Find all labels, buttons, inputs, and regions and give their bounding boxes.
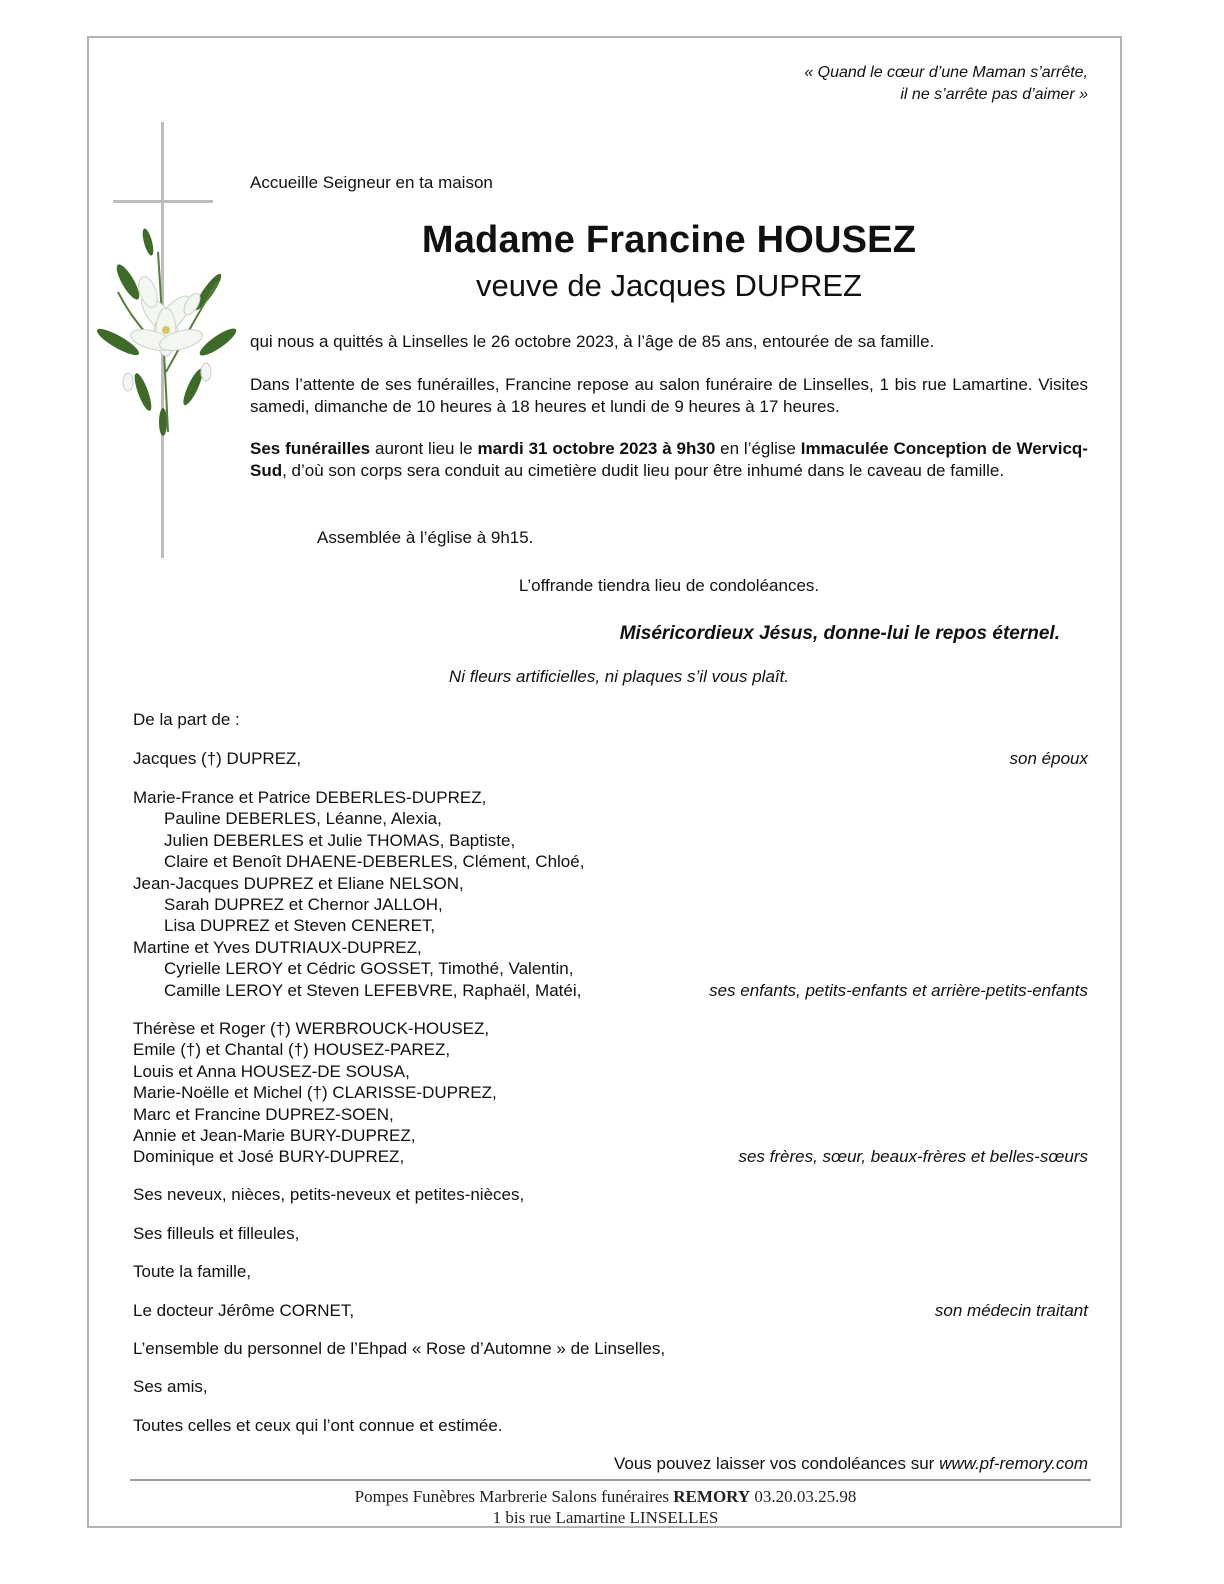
condolences-text: Vous pouvez laisser vos condoléances sur [613,1454,940,1473]
quote-line-2: il ne s’arrête pas d’aimer » [900,86,1088,103]
children-block [133,787,1088,1001]
condolences-website-link[interactable]: www.pf-remory.com [939,1454,1088,1473]
assembly-time: Assemblée à l’église à 9h15. [317,528,534,547]
funeral-date: mardi 31 octobre 2023 à 9h30 [477,439,716,458]
death-notice: qui nous a quittés à Linselles le 26 octobre 2023, à l’âge de 85 ans, entourée de sa famille. [250,332,935,351]
family-line: Claire et Benoît DHAENE-DEBERLES, Clément, Chloé, [164,852,585,872]
footer-brand: REMORY [673,1487,751,1506]
spouse-relation: son époux [1009,749,1088,768]
funeral-details [250,438,1088,481]
family-line: Sarah DUPREZ et Chernor JALLOH, [164,895,443,915]
funeral-text-2: en l’église [715,439,801,458]
condolences-note [614,1454,1088,1474]
family-intro: De la part de : [133,710,240,729]
family-line: Annie et Jean-Marie BURY-DUPREZ, [133,1126,416,1146]
funeral-church: Immaculée Conception de Wervicq-Sud [250,439,1088,480]
family-line: Cyrielle LEROY et Cédric GOSSET, Timothé, Valentin, [164,959,574,979]
friends-row: Ses amis, [133,1377,208,1396]
footer-line-1 [88,1486,1123,1507]
spouse-row [133,749,1088,769]
all-acquaintances-row: Toutes celles et ceux qui l’ont connue et estimée. [133,1416,503,1435]
funeral-label: Ses funérailles [250,439,371,458]
deceased-widow-of: veuve de Jacques DUPREZ [476,268,862,303]
lily-flowers-icon [88,222,248,437]
family-line: Camille LEROY et Steven LEFEBVRE, Raphaël, Matéi, [164,980,582,1000]
funeral-home-footer [88,1486,1123,1528]
doctor-name: Le docteur Jérôme CORNET, [133,1301,355,1320]
staff-row: L’ensemble du personnel de l’Ehpad « Rose d’Automne » de Linselles, [133,1339,666,1358]
siblings-block [133,1018,1088,1168]
closing-prayer: Miséricordieux Jésus, donne-lui le repos éternel. [619,623,1060,644]
rest-visits: Dans l’attente de ses funérailles, Francine repose au salon funéraire de Linselles, 1 bis rue Lamartine. Visites samedi, dimanche de 10 heures à 18 heures et lundi de 9 heures à 17 heures. [250,375,1088,416]
family-line: Louis et Anna HOUSEZ-DE SOUSA, [133,1061,410,1081]
funeral-text-3: , d’où son corps sera conduit au cimetière dudit lieu pour être inhumé dans le caveau de famille. [282,460,1005,480]
footer-phone: 03.20.03.25.98 [750,1487,857,1506]
family-line: Lisa DUPREZ et Steven CENERET, [164,916,436,936]
opening-prayer: Accueille Seigneur en ta maison [250,173,493,192]
family-line: Jean-Jacques DUPREZ et Eliane NELSON, [133,873,464,893]
family-line: Dominique et José BURY-DUPREZ, [133,1147,405,1167]
family-line: Marie-Noëlle et Michel (†) CLARISSE-DUPREZ, [133,1083,497,1103]
cross-horizontal-bar [113,200,213,203]
family-line: Marc et Francine DUPREZ-SOEN, [133,1104,394,1124]
footer-services: Pompes Funèbres Marbrerie Salons funéraires [354,1487,674,1506]
no-flowers-note: Ni fleurs artificielles, ni plaques s’il vous plaît. [448,667,790,686]
footer-address: 1 bis rue Lamartine LINSELLES [492,1508,719,1527]
doctor-row [133,1301,1088,1321]
family-line: Emile (†) et Chantal (†) HOUSEZ-PAREZ, [133,1040,451,1060]
children-relation: ses enfants, petits-enfants et arrière-petits-enfants [709,980,1088,1000]
funeral-text-1: auront lieu le [370,439,478,458]
doctor-relation: son médecin traitant [934,1301,1088,1320]
epigraph-quote [804,62,1088,106]
footer-divider [130,1479,1091,1481]
godchildren-row: Ses filleuls et filleules, [133,1224,300,1243]
spouse-name: Jacques (†) DUPREZ, [133,749,302,768]
whole-family-row: Toute la famille, [133,1262,252,1281]
quote-line-1: « Quand le cœur d’une Maman s’arrête, [804,64,1088,81]
nephews-row: Ses neveux, nièces, petits-neveux et petites-nièces, [133,1185,525,1204]
family-line: Marie-France et Patrice DEBERLES-DUPREZ, [133,788,487,807]
offering-note: L’offrande tiendra lieu de condoléances. [518,576,820,595]
family-line: Thérèse et Roger (†) WERBROUCK-HOUSEZ, [133,1019,490,1038]
deceased-name: Madame Francine HOUSEZ [421,219,917,261]
family-line: Pauline DEBERLES, Léanne, Alexia, [164,809,442,829]
siblings-relation: ses frères, sœur, beaux-frères et belles-sœurs [738,1147,1088,1167]
family-line: Julien DEBERLES et Julie THOMAS, Baptiste, [164,830,516,850]
family-line: Martine et Yves DUTRIAUX-DUPREZ, [133,937,422,957]
